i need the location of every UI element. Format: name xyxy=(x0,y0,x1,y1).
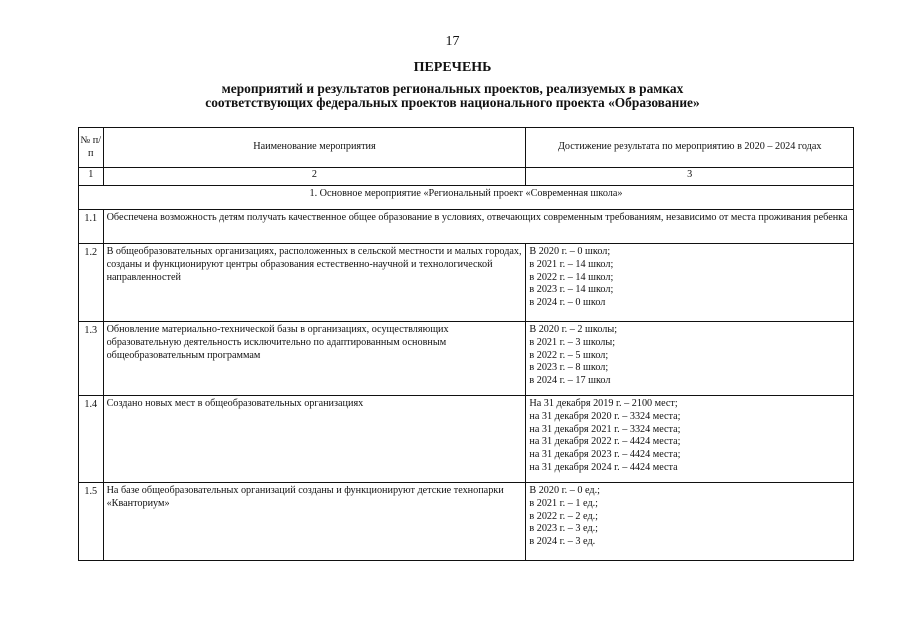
column-number: 2 xyxy=(103,168,526,186)
result-line: в 2024 г. – 0 школ xyxy=(529,297,606,309)
result-list xyxy=(526,244,854,322)
header-result: Достижение результата по мероприятию в 2020 – 2024 годах xyxy=(526,128,854,168)
column-number: 1 xyxy=(79,168,104,186)
row-number: 1.4 xyxy=(79,396,104,483)
result-line: в 2023 г. – 8 школ; xyxy=(529,362,609,374)
result-line: в 2021 г. – 3 школы; xyxy=(529,336,616,348)
section-title: 1. Основное мероприятие «Региональный проект «Современная школа» xyxy=(79,186,854,210)
result-line: на 31 декабря 2021 г. – 3324 места; xyxy=(529,423,681,435)
header-name: Наименование мероприятия xyxy=(103,128,526,168)
document-title: ПЕРЕЧЕНЬ xyxy=(413,60,492,75)
result-line: В 2020 г. – 0 школ; xyxy=(529,246,611,257)
result-line: В 2020 г. – 0 ед.; xyxy=(529,485,600,496)
result-line: в 2022 г. – 14 школ; xyxy=(529,271,614,283)
result-list xyxy=(526,322,854,396)
row-number: 1.1 xyxy=(79,210,104,244)
result-line: в 2022 г. – 5 школ; xyxy=(529,349,609,361)
result-line: на 31 декабря 2020 г. – 3324 места; xyxy=(529,410,681,422)
row-text: Обеспечена возможность детям получать качественное общее образование в условиях, отвечающих современным требованиям, независимо от места проживания ребенка xyxy=(103,210,853,244)
result-line: на 31 декабря 2024 г. – 4424 места xyxy=(529,461,678,473)
result-line: в 2021 г. – 14 школ; xyxy=(529,258,614,270)
result-line: в 2023 г. – 3 ед.; xyxy=(529,523,599,535)
table-row xyxy=(79,244,854,322)
header-num: № п/п xyxy=(79,128,104,168)
result-line: В 2020 г. – 2 школы; xyxy=(529,324,618,335)
row-number: 1.5 xyxy=(79,483,104,561)
row-number: 1.2 xyxy=(79,244,104,322)
subtitle-line: соответствующих федеральных проектов национального проекта «Образование» xyxy=(205,95,700,110)
measure-name: Обновление материально-технической базы в организациях, осуществляющих образовательную деятельность исключительно по адаптированным основным общеобразовательным программам xyxy=(103,322,526,396)
page-number: 17 xyxy=(445,34,460,49)
column-number: 3 xyxy=(526,168,854,186)
result-line: в 2024 г. – 3 ед. xyxy=(529,536,596,548)
result-list xyxy=(526,396,854,483)
result-line: На 31 декабря 2019 г. – 2100 мест; xyxy=(529,398,678,409)
result-line: на 31 декабря 2022 г. – 4424 места; xyxy=(529,436,681,448)
document-subtitle xyxy=(0,82,905,110)
measure-name: Создано новых мест в общеобразовательных организациях xyxy=(103,396,526,483)
measures-table xyxy=(78,127,854,561)
result-line: в 2022 г. – 2 ед.; xyxy=(529,510,599,522)
measure-name: На базе общеобразовательных организаций созданы и функционируют детские технопарки «Кванториум» xyxy=(103,483,526,561)
subtitle-line: мероприятий и результатов региональных проектов, реализуемых в рамках xyxy=(221,81,684,96)
result-line: в 2024 г. – 17 школ xyxy=(529,375,611,387)
result-line: в 2023 г. – 14 школ; xyxy=(529,284,614,296)
result-line: в 2021 г. – 1 ед.; xyxy=(529,497,599,509)
result-line: на 31 декабря 2023 г. – 4424 места; xyxy=(529,449,681,461)
measure-name: В общеобразовательных организациях, расположенных в сельской местности и малых городах, созданы и функционируют центры образования естественно-научной и технологической направленностей xyxy=(103,244,526,322)
table-row xyxy=(79,396,854,483)
table-row xyxy=(79,322,854,396)
result-list xyxy=(526,483,854,561)
table-row xyxy=(79,483,854,561)
row-number: 1.3 xyxy=(79,322,104,396)
